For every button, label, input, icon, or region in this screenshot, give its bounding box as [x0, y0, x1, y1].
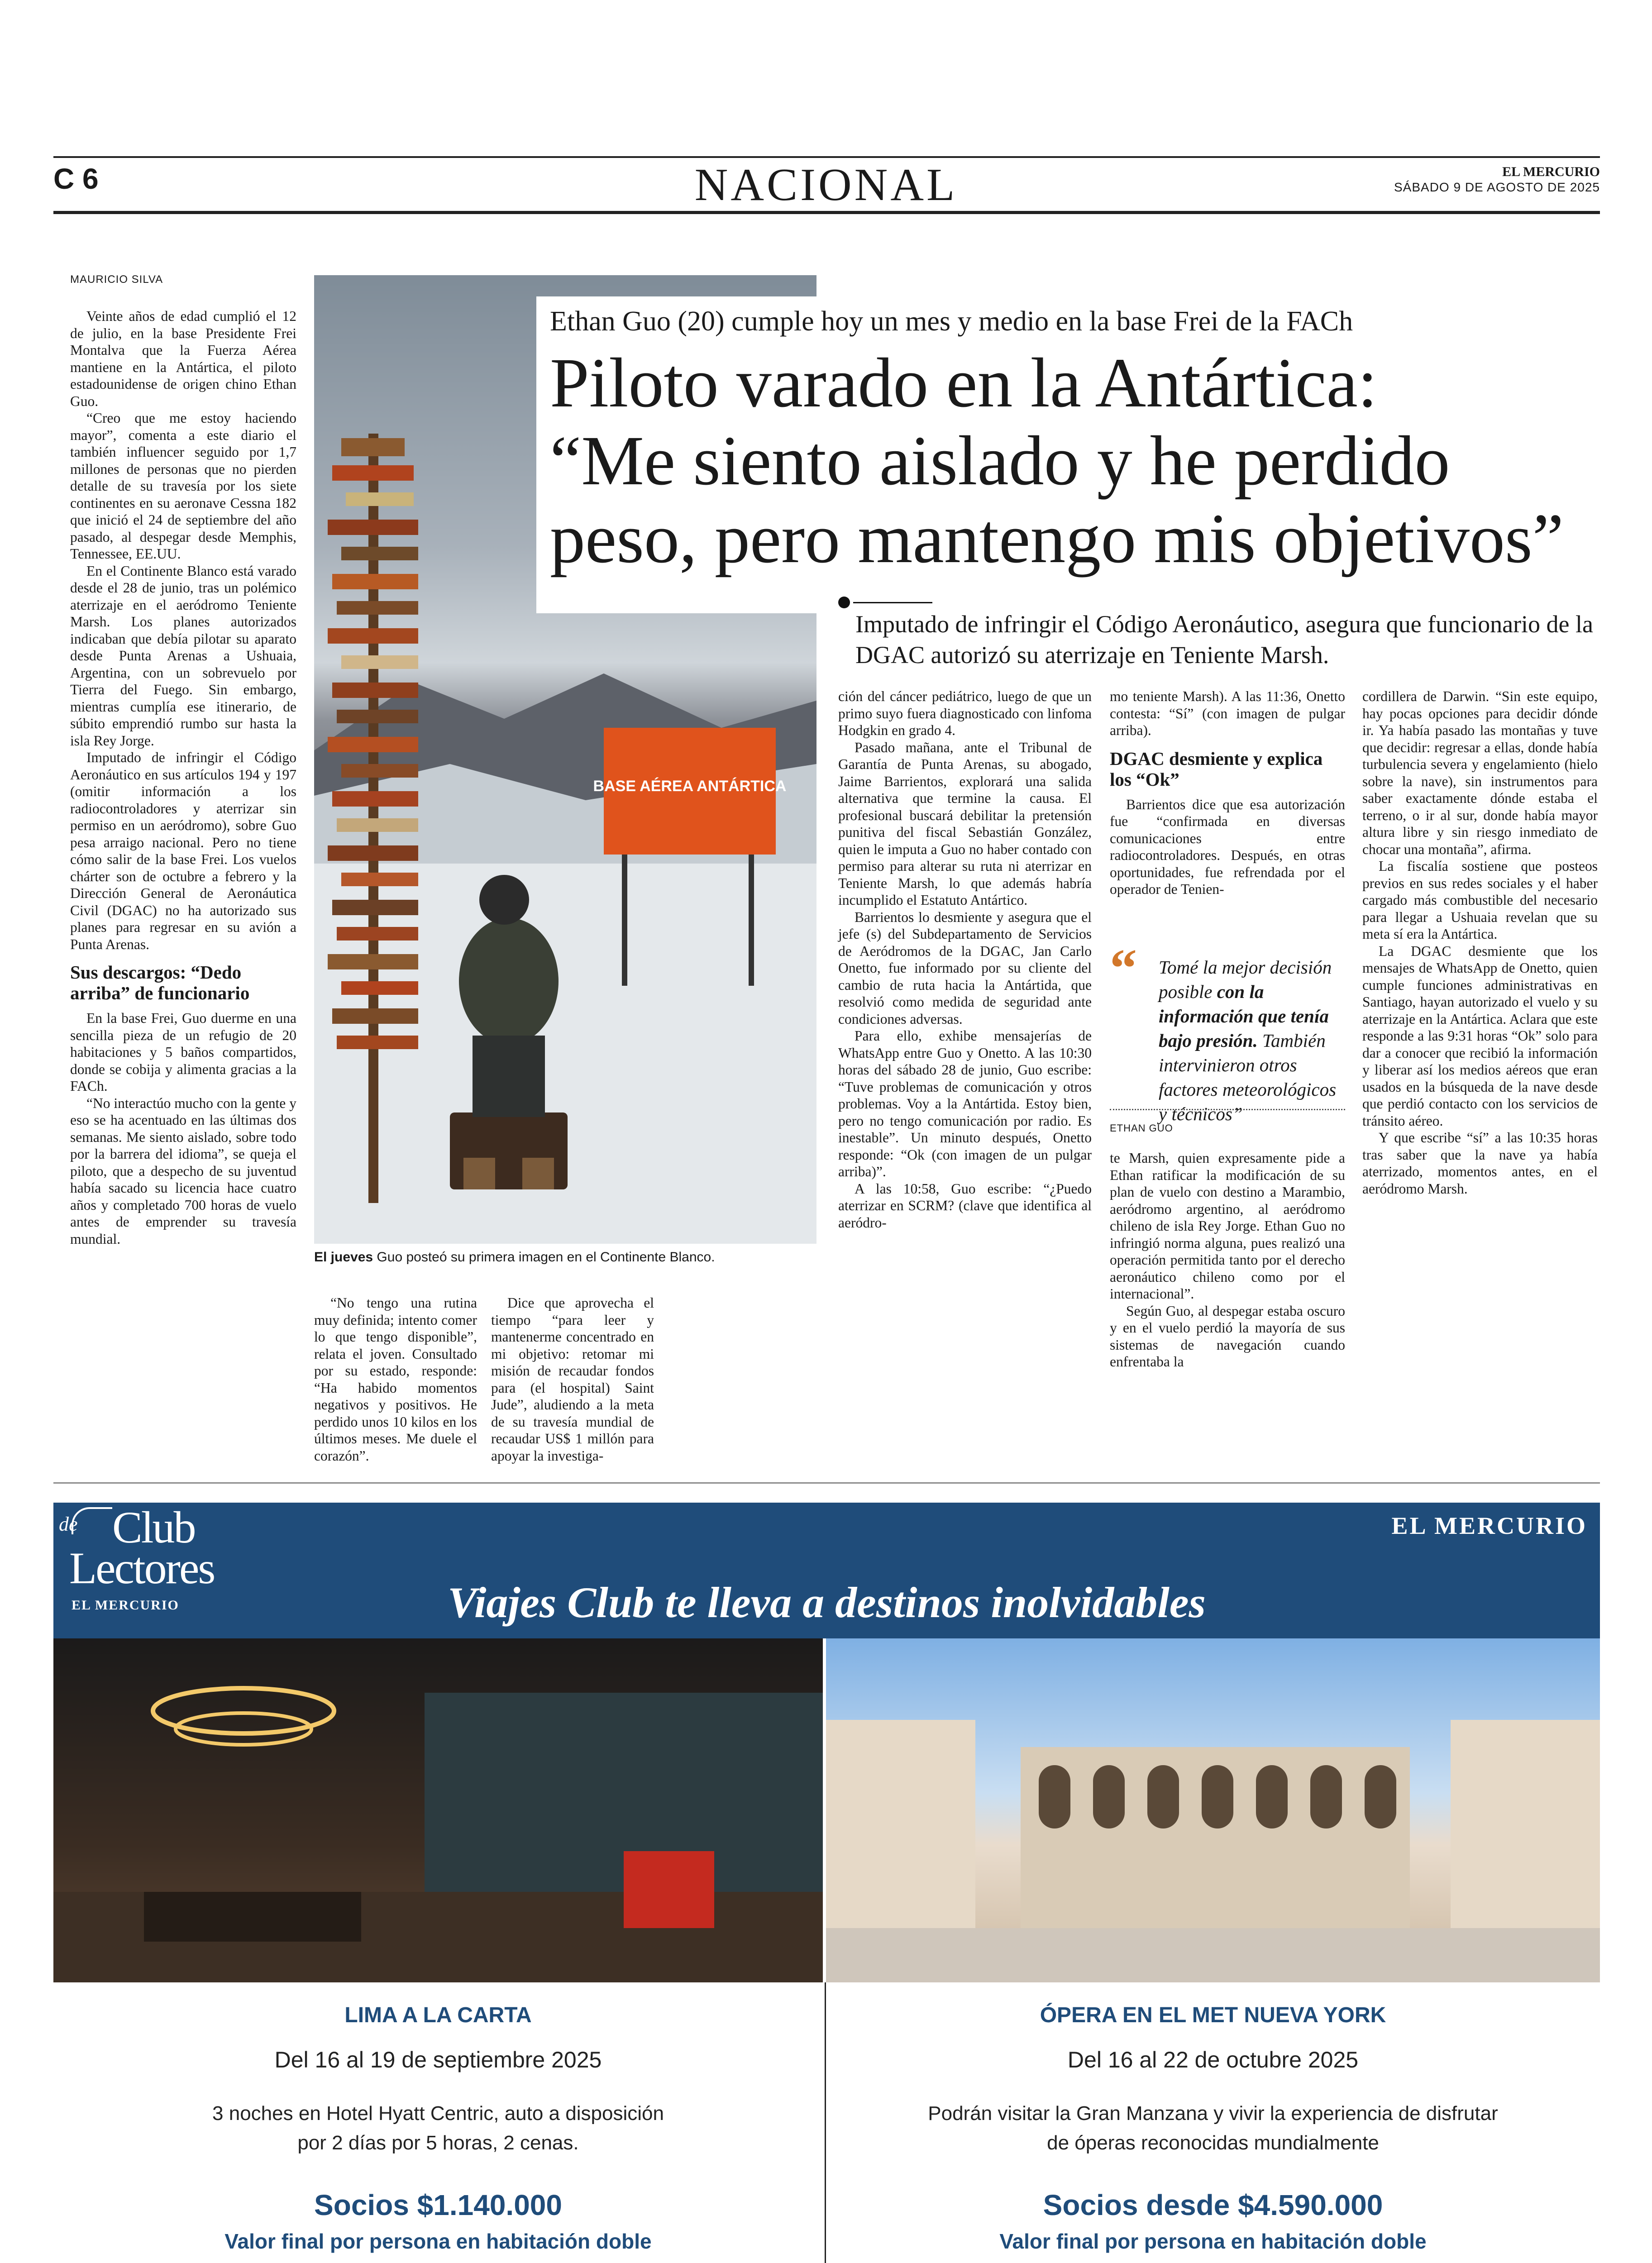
trip-1-title: LIMA A LA CARTA [344, 2003, 532, 2027]
article-ad-separator [53, 1482, 1600, 1484]
quote-part-2: con la información que tenía bajo presión. [1159, 981, 1329, 1051]
paragraph: La fiscalía sostiene que posteos previos en sus redes sociales y el haber cargado más combustible del necesario para llegar a Ushuaia revelan que su meta sí era la Antártica. [1362, 858, 1598, 942]
trip-2-note: Valor final por persona en habitación doble [999, 2230, 1427, 2253]
paragraph: En el Continente Blanco está varado desde el 28 de junio, tras un polémico aterrizaje en el aeródromo Teniente Marsh. Los planes autorizados indicaban que debía pilotar su aparato desde Punta Arenas a Ushuaia, Argentina, con un sobrevuelo por Tierra del Fuego. Sin embargo, mientras cumplía ese itinerario, de súbito emprendió rumbo sur hasta la isla Rey Jorge. [70, 563, 296, 749]
paragraph: Según Guo, al despegar estaba oscuro y en el vuelo perdió la mayoría de sus sistemas de navegación cuando enfrentaba la [1110, 1303, 1345, 1370]
article-column-5-top [1110, 688, 1345, 898]
club-logo-word-2: Lectores [69, 1543, 215, 1593]
kicker: Ethan Guo (20) cumple hoy un mes y medio en la base Frei de la FACh [550, 306, 1353, 337]
caption-text: Guo posteó su primera imagen en el Continente Blanco. [377, 1250, 715, 1265]
paragraph: Para ello, exhibe mensajerías de WhatsApp entre Guo y Onetto. A las 10:30 horas del sábado 28 de junio, Guo escribe: “Tuve problemas de comunicación y otros problemas. Voy a la Antártida. Estoy bien, pero no tengo comunicación por radio. Es inestable”. Un minuto después, Onetto responde: “Ok (con imagen de un pulgar arriba)”. [838, 1028, 1092, 1179]
trip-1-dates: Del 16 al 19 de septiembre 2025 [274, 2047, 602, 2072]
club-logo-word-3: EL MERCURIO [72, 1598, 179, 1613]
paragraph: A las 10:58, Guo escribe: “¿Puedo aterrizar en SCRM? (clave que identifica al aeródro- [838, 1180, 1092, 1231]
masthead-name: EL MERCURIO [1502, 164, 1600, 179]
trip-1-desc-1: 3 noches en Hotel Hyatt Centric, auto a disposición [212, 2102, 664, 2125]
quote-mark-icon: “ [1110, 938, 1137, 998]
trip-2-desc-1: Podrán visitar la Gran Manzana y vivir la experiencia de disfrutar [928, 2102, 1498, 2125]
quote-part-1: Tomé la mejor decisión posible [1159, 957, 1332, 1002]
photo-caption [314, 1249, 816, 1265]
paragraph: En la base Frei, Guo duerme en una sencilla pieza de un refugio de 20 habitaciones y 5 baños compartidos, donde se cobija y alimenta gracias a la FACh. [70, 1010, 296, 1094]
article-column-4 [838, 688, 1092, 1231]
opera-house-illustration [826, 1638, 1600, 1982]
pull-quote [1159, 955, 1345, 1126]
section-heading: DGAC desmiente y explica los “Ok” [1110, 748, 1323, 790]
trip-2-dates: Del 16 al 22 de octubre 2025 [1067, 2047, 1359, 2072]
paragraph: “No tengo una rutina muy definida; intento comer lo que tengo disponible”, relata el joven. Consultado por su estado, responde: “Ha habido momentos negativos y positivos. He perdido unos 10 kilos en los últimos meses. Me duele el corazón”. [314, 1295, 477, 1464]
paragraph: cordillera de Darwin. “Sin este equipo, hay pocas opciones para decidir dónde ir. Ya había pasado las montañas y tuve que decidir: regresar a ellas, donde había turbulencia severa y engelamiento (hielo sobre la nave), sin instrumentos para saber exactamente dónde estaba el terreno, o ir al sur, donde había mayor altura libre y sin riesgo inmediato de chocar una montaña”, afirma. [1362, 688, 1598, 857]
trip-divider-vertical-1 [825, 1982, 826, 2263]
paragraph: Veinte años de edad cumplió el 12 de julio, en la base Presidente Frei Montalva que la Fuerza Aérea mantiene en la Antártica, el piloto estadounidense de origen chino Ethan Guo. [70, 308, 296, 409]
section-heading: Sus descargos: “Dedo arriba” de funcionario [70, 962, 250, 1003]
paragraph: mo teniente Marsh). A las 11:36, Onetto contesta: “Sí” (con imagen de pulgar arriba). [1110, 688, 1345, 738]
section-title: NACIONAL [694, 159, 958, 210]
trip-1-price: Socios $1.140.000 [314, 2189, 562, 2221]
ad-masthead: EL MERCURIO [1391, 1512, 1587, 1539]
paragraph: Pasado mañana, ante el Tribunal de Garantía de Punta Arenas, su abogado, Jaime Barrientos, explorará una salida alternativa que termine la causa. El profesional buscará debilitar la pretensión punitiva del fiscal Sebastián González, quien le imputa a Guo no haber contado con permiso para alterar su ruta ni aterrizar en Teniente Marsh, lo que además habría incumplido el Estatuto Antártico. [838, 739, 1092, 908]
paragraph: Barrientos lo desmiente y asegura que el jefe (s) del Subdepartamento de Servicios de Aeródromos de la DGAC, Jan Carlo Onetto, fue informado por su cliente del cambio de ruta hacia la Antártida, que resolvió como medida de seguridad ante condiciones adversas. [838, 909, 1092, 1027]
met-opera-photo [826, 1638, 1600, 1982]
headline [550, 344, 1573, 578]
trip-1-note: Valor final por persona en habitación doble [224, 2230, 652, 2253]
club-logo-word-1: Club [112, 1502, 195, 1552]
masthead [1394, 164, 1600, 195]
paragraph: “No interactúo mucho con la gente y eso se ha acentuado en las últimas dos semanas. Me siento aislado, sobre todo por la barrera del idioma”, se queja el piloto, que a despecho de su juventud había sacado su licencia hace cuatro años y completado 700 horas de vuelo antes de emprender su travesía mundial. [70, 1095, 296, 1247]
article-column-2 [314, 1294, 477, 1464]
article-column-3 [491, 1294, 654, 1464]
trip-2-desc-2: de óperas reconocidas mundialmente [1047, 2132, 1379, 2154]
hotel-lobby-illustration [53, 1638, 823, 1982]
lima-hotel-photo [53, 1638, 823, 1982]
paragraph: Dice que aprovecha el tiempo “para leer y mantenerme concentrado en mi objetivo: retomar mi misión de recaudar fondos para (el hospital) Saint Jude”, aludiendo a la meta de su travesía mundial de recaudar US$ 1 millón para apoyar la investiga- [491, 1295, 654, 1464]
headline-line-1: Piloto varado en la Antártica: [550, 344, 1378, 422]
article-column-6 [1362, 688, 1598, 1197]
paragraph: La DGAC desmiente que los mensajes de WhatsApp de Onetto, quien cumple funciones administrativas en Santiago, hayan autorizado el vuelo y su aterrizaje en la Antártica. Aclara que este responde a las 9:31 horas “Ok” solo para dar a conocer que recibió la información y liberar así los medios aéreos que eran usados en la búsqueda de la nave desde que perdió contacto con los servicios de tránsito aéreo. [1362, 943, 1598, 1129]
article-column-5-bottom [1110, 1150, 1345, 1370]
quote-part-3: También intervinieron otros factores meteorológicos y técnicos” [1159, 1030, 1337, 1124]
headline-line-3: peso, pero mantengo mis objetivos” [550, 499, 1564, 578]
ad-banner [53, 1503, 1600, 1638]
trip-1-desc-2: por 2 días por 5 horas, 2 cenas. [297, 2132, 579, 2154]
paragraph: Y que escribe “sí” a las 10:35 horas tras saber que la nave ya había aterrizado, momentos antes, en el aeródromo Marsh. [1362, 1130, 1598, 1197]
subhead-rule [853, 602, 932, 603]
header-top-rule [53, 156, 1600, 158]
ad-title: Viajes Club te lleva a destinos inolvidables [448, 1578, 1206, 1627]
trip-2-title: ÓPERA EN EL MET NUEVA YORK [1040, 2003, 1386, 2027]
photo-sign-text: BASE AÉREA ANTÁRTICA [593, 778, 787, 795]
trip-2-price: Socios desde $4.590.000 [1043, 2189, 1383, 2221]
article-column-1 [70, 308, 296, 1247]
byline: MAURICIO SILVA [70, 273, 163, 286]
headline-line-2: “Me siento aislado y he perdido [550, 421, 1450, 500]
paragraph: “Creo que me estoy haciendo mayor”, comenta a este diario el también influencer seguido por 1,7 millones de personas que no pierden detalle de su travesía por los siete continentes en su aeronave Cessna 182 que inició el 24 de septiembre del año pasado, al despegar desde Memphis, Tennessee, EE.UU. [70, 410, 296, 562]
caption-lead: El jueves [314, 1250, 373, 1265]
club-logo-de: de [59, 1513, 78, 1535]
subhead-bullet-icon [838, 597, 850, 608]
paragraph: ción del cáncer pediátrico, luego de que un primo suyo fuera diagnosticado con linfoma Hodgkin en grado 4. [838, 688, 1092, 738]
paragraph: te Marsh, quien expresamente pide a Ethan ratificar la modificación de su plan de vuelo con destino a Marambio, aeródromo argentino, al aeródromo chileno de isla Rey Jorge. Ethan Guo no infringió norma alguna, pues realizó una operación permitida tanto por el derecho aeronáutico chileno como por el internacional”. [1110, 1150, 1345, 1302]
quote-source: ETHAN GUO [1110, 1122, 1173, 1134]
paragraph: Barrientos dice que esa autorización fue “confirmada en diversas comunicaciones entre radiocontroladores. Después, en otras oportunidades, fue refrendada por el operador de Tenien- [1110, 796, 1345, 897]
paragraph: Imputado de infringir el Código Aeronáutico en sus artículos 194 y 197 (omitir información a los radiocontroladores y aterrizar sin permiso en un aeródromo), sobre Guo pesa arraigo nacional. Pero no tiene cómo salir de la base Frei. Los vuelos chárter son de octubre a febrero y la Dirección General de Aeronáutica Civil (DGAC) no ha autorizado sus planes para regresar en su avión a Punta Arenas. [70, 750, 296, 952]
page-number: C 6 [53, 162, 99, 195]
header-bottom-rule [53, 211, 1600, 214]
masthead-date: SÁBADO 9 DE AGOSTO DE 2025 [1394, 180, 1600, 194]
quote-rule [1110, 1109, 1345, 1110]
subheadline: Imputado de infringir el Código Aeronáutico, asegura que funcionario de la DGAC autorizó su aterrizaje en Teniente Marsh. [855, 611, 1593, 668]
